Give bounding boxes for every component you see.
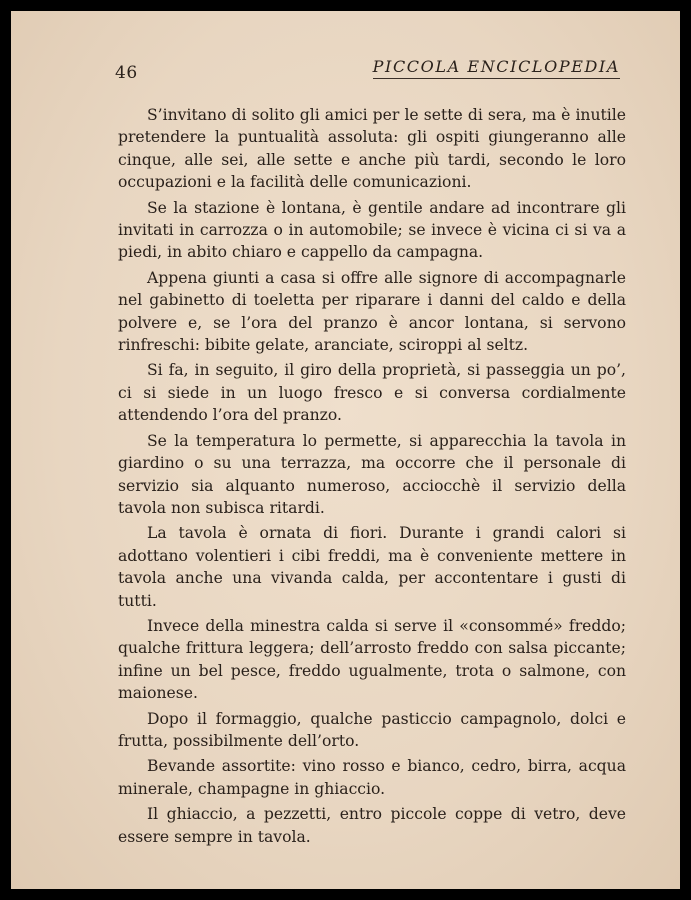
paragraph: Dopo il formaggio, qualche pasticcio campagnolo, dolci e frutta, possibilmente dell’orto.: [118, 709, 626, 750]
paragraph: Bevande assortite: vino rosso e bianco, cedro, birra, acqua minerale, champagne in ghiaccio.: [118, 757, 626, 798]
paragraph: Invece della minestra calda si serve il «consommé» freddo; qualche frittura leggera; dell’arrosto freddo con salsa piccante; infine un bel pesce, freddo ugualmente, trota o salmone, con maionese.: [118, 616, 626, 703]
paragraph: Appena giunti a casa si offre alle signore di accompagnarle nel gabinetto di toeletta per riparare i danni del caldo e della polvere e, se l’ora del pranzo è ancor lontana, si servono rinfreschi: bibite gelate, aranciate, sciroppi al seltz.: [118, 268, 626, 355]
paragraph: Si fa, in seguito, il giro della proprietà, si passeggia un po’, ci si siede in un luogo fresco e si conversa cordialmente attendendo l’ora del pranzo.: [118, 361, 626, 425]
paragraph: S’invitano di solito gli amici per le sette di sera, ma è inutile pretendere la puntualità assoluta: gli ospiti giungeranno alle cinque, alle sei, alle sette e anche più tardi, secondo le loro occupazioni e la facilità delle comunicazioni.: [118, 106, 626, 192]
running-title: PICCOLA ENCICLOPEDIA: [373, 57, 620, 79]
paragraph: La tavola è ornata di fiori. Durante i grandi calori si adottano volentieri i cibi freddi, ma è conveniente mettere in tavola anche una vivanda calda, per accontentare i gusti di tutti.: [118, 524, 626, 610]
body-text: [118, 104, 626, 851]
page-number: 46: [115, 63, 138, 83]
paragraph: Il ghiaccio, a pezzetti, entro piccole coppe di vetro, deve essere sempre in tavola.: [118, 805, 626, 846]
paragraph: Se la temperatura lo permette, si apparecchia la tavola in giardino o su una terrazza, ma occorre che il personale di servizio sia alquanto numeroso, acciocchè il servizio della tavola non subisca ritardi.: [118, 431, 626, 517]
book-page: [11, 11, 680, 889]
paragraph: Se la stazione è lontana, è gentile andare ad incontrare gli invitati in carrozza o in automobile; se invece è vicina ci si va a piedi, in abito chiaro e cappello da campagna.: [118, 198, 626, 262]
